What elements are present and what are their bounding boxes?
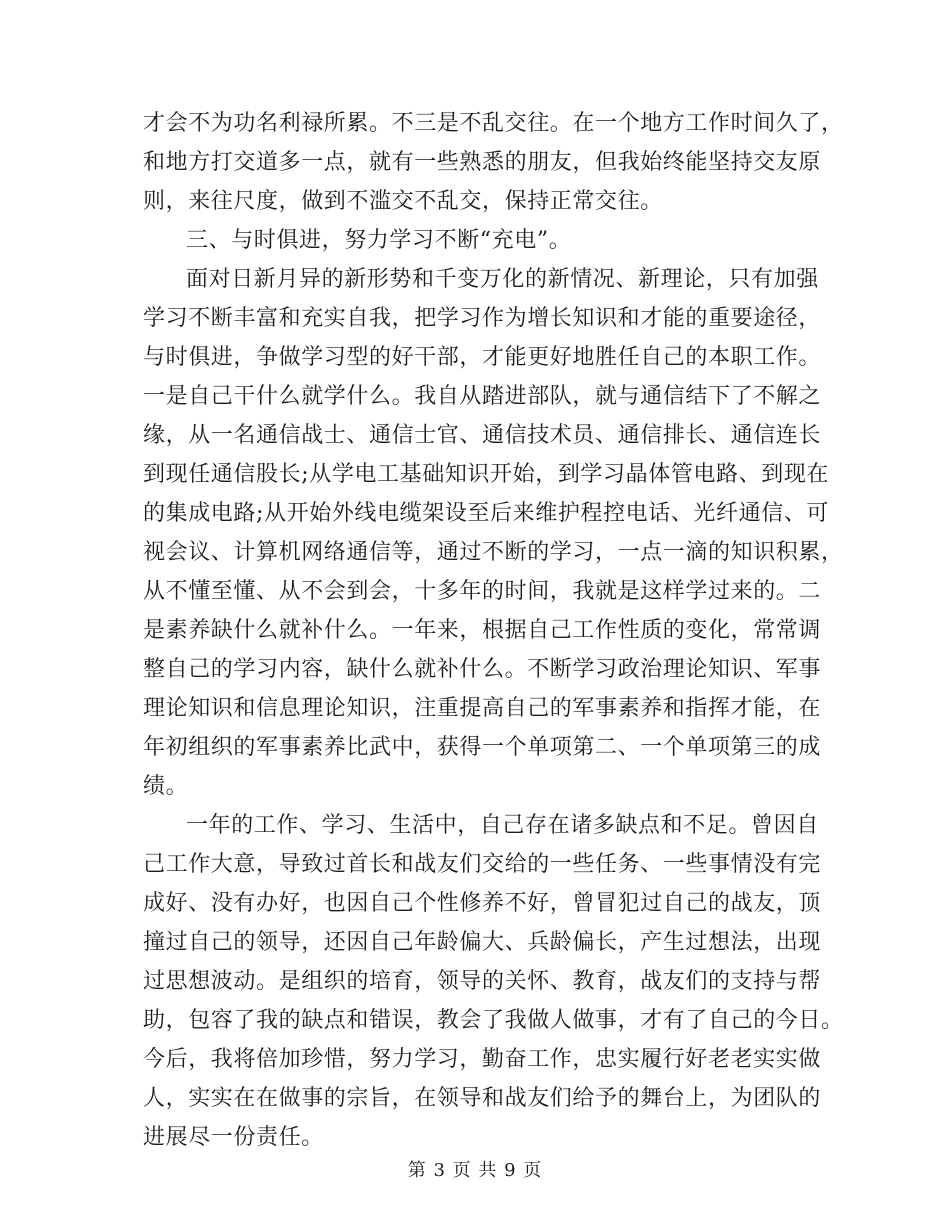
text-line: 进展尽一份责任。	[143, 1125, 324, 1150]
text-line: 理论知识和信息理论知识，注重提高自己的军事素养和指挥才能，在	[143, 696, 822, 721]
text-line: 从不懂至懂、从不会到会，十多年的时间，我就是这样学过来的。二	[143, 579, 822, 604]
text-line: 助，包容了我的缺点和错误，教会了我做人做事，才有了自己的今日。	[143, 1008, 844, 1033]
text-line: 是素养缺什么就补什么。一年来，根据自己工作性质的变化，常常调	[143, 618, 822, 643]
text-line: 到现任通信股长;从学电工基础知识开始，到学习晶体管电路、到现在	[143, 462, 830, 487]
text-line: 成好、没有办好，也因自己个性修养不好，曾冒犯过自己的战友，顶	[143, 891, 822, 916]
text-line: 缘，从一名通信战士、通信士官、通信技术员、通信排长、通信连长	[143, 423, 822, 448]
text-line: 的集成电路;从开始外线电缆架设至后来维护程控电话、光纤通信、可	[143, 501, 830, 526]
text-line: 与时俱进，争做学习型的好干部，才能更好地胜任自己的本职工作。	[143, 345, 822, 370]
text-line: 今后，我将倍加珍惜，努力学习，勤奋工作，忠实履行好老老实实做	[143, 1047, 822, 1072]
text-line: 才会不为功名利禄所累。不三是不乱交往。在一个地方工作时间久了，	[143, 111, 844, 136]
text-line: 整自己的学习内容，缺什么就补什么。不断学习政治理论知识、军事	[143, 657, 822, 682]
text-line: 视会议、计算机网络通信等，通过不断的学习，一点一滴的知识积累，	[143, 540, 844, 565]
text-line: 人，实实在在做事的宗旨，在领导和战友们给予的舞台上，为团队的	[143, 1086, 822, 1111]
text-line: 面对日新月异的新形势和千变万化的新情况、新理论，只有加强	[186, 267, 819, 292]
section-heading: 三、与时俱进，努力学习不断“充电”。	[186, 228, 572, 253]
text-line: 和地方打交道多一点，就有一些熟悉的朋友，但我始终能坚持交友原	[143, 150, 822, 175]
text-line: 年初组织的军事素养比武中，获得一个单项第二、一个单项第三的成	[143, 735, 822, 760]
page-number: 第 3 页 共 9 页	[407, 1160, 543, 1181]
text-line: 撞过自己的领导，还因自己年龄偏大、兵龄偏长，产生过想法，出现	[143, 930, 822, 955]
text-line: 学习不断丰富和充实自我，把学习作为增长知识和才能的重要途径，	[143, 306, 822, 331]
text-line: 绩。	[143, 774, 189, 799]
text-line: 己工作大意，导致过首长和战友们交给的一些任务、一些事情没有完	[143, 852, 822, 877]
text-line: 则，来往尺度，做到不滥交不乱交，保持正常交往。	[143, 189, 663, 214]
text-line: 过思想波动。是组织的培育，领导的关怀、教育，战友们的支持与帮	[143, 969, 822, 994]
text-line: 一是自己干什么就学什么。我自从踏进部队，就与通信结下了不解之	[143, 384, 822, 409]
text-line: 一年的工作、学习、生活中，自己存在诸多缺点和不足。曾因自	[186, 813, 819, 838]
